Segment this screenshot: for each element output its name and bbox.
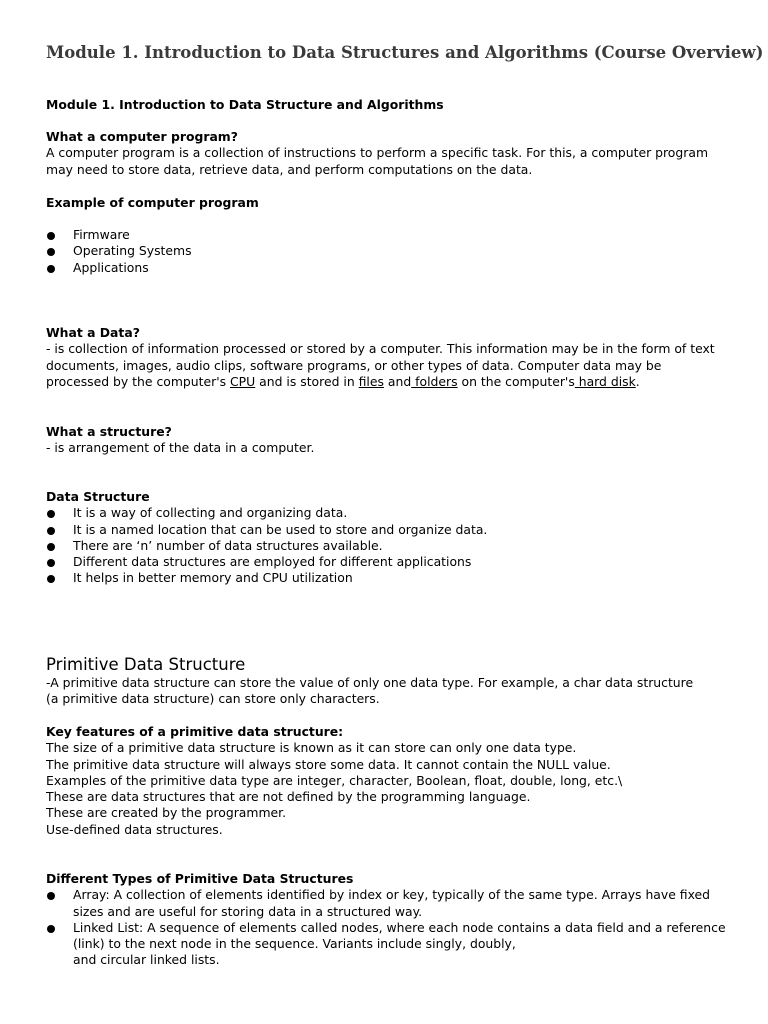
primitive-section [46,654,726,708]
key-feature-line: Examples of the primitive data type are integer, character, Boolean, float, double, long, etc.\ [46,772,623,788]
linked-list-text: and circular linked lists. [73,952,220,968]
program-body: A computer program is a collection of instructions to perform a specific task. For this, a computer program may need to store data, retrieve data, and perform computations on the data. [46,145,709,177]
module-heading: Module 1. Introduction to Data Structure and Algorithms [46,97,444,112]
primitive-body-line: -A primitive data structure can store the value of only one data type. For example, a char data structure [46,675,694,690]
list-item: It helps in better memory and CPU utilization [46,570,726,586]
example-list [46,227,726,276]
folders-link[interactable]: folders [411,373,458,389]
data-body-text: on the computer's [457,373,575,389]
document-title: Module 1. Introduction to Data Structures and Algorithms (Course Overview) [46,43,764,62]
types-list [46,887,726,968]
list-item: Array: A collection of elements identified by index or key, typically of the same type. Arrays have fixed sizes and are useful for storing data in a structured way. [46,887,726,920]
data-body-text: - is collection of information processed or stored by a computer. This information may be in the form of text documents, images, audio clips, software programs, or other types of data. Computer data may be processed by the computer's [46,341,715,389]
key-feature-line: Use-defined data structures. [46,821,223,837]
linked-list-text: Linked List: A sequence of elements called nodes, where each node contains a data field and a reference (link) to the next node in the sequence. Variants include singly, doubly, [73,919,726,952]
data-body-text: and [383,373,412,389]
example-heading: Example of computer program [46,195,259,210]
data-heading: What a Data? [46,325,140,340]
list-item [46,920,726,969]
list-item: Applications [46,260,726,276]
data-structure-section [46,489,726,587]
primitive-body-line: (a primitive data structure) can store only characters. [46,691,380,707]
key-feature-line: These are data structures that are not defined by the programming language. [46,789,531,805]
list-item: It is a way of collecting and organizing data. [46,505,726,521]
cpu-link[interactable]: CPU [230,373,256,389]
data-body-text: . [635,373,640,389]
data-structure-heading: Data Structure [46,489,150,504]
data-body-text: and is stored in [255,373,359,389]
program-heading: What a computer program? [46,129,238,144]
list-item: Operating Systems [46,243,726,259]
data-section [46,325,726,390]
key-feature-line: These are created by the programmer. [46,805,287,821]
list-item: There are ‘n’ number of data structures available. [46,538,726,554]
types-heading: Different Types of Primitive Data Structures [46,871,354,886]
types-section [46,871,726,969]
structure-section [46,424,726,457]
files-link[interactable]: files [358,373,384,389]
hard-disk-link[interactable]: hard disk [574,373,636,389]
data-body [46,341,726,390]
key-feature-line: The size of a primitive data structure is known as it can store can only one data type. [46,740,577,756]
structure-heading: What a structure? [46,424,172,439]
primitive-heading: Primitive Data Structure [46,655,246,674]
program-section [46,129,726,178]
key-features-section [46,724,726,838]
structure-body: - is arrangement of the data in a computer. [46,440,315,456]
list-item: It is a named location that can be used to store and organize data. [46,522,726,538]
data-structure-list [46,505,726,586]
key-features-heading: Key features of a primitive data structure: [46,724,344,739]
list-item: Different data structures are employed for different applications [46,554,726,570]
key-feature-line: The primitive data structure will always store some data. It cannot contain the NULL value. [46,756,611,772]
list-item: Firmware [46,227,726,243]
